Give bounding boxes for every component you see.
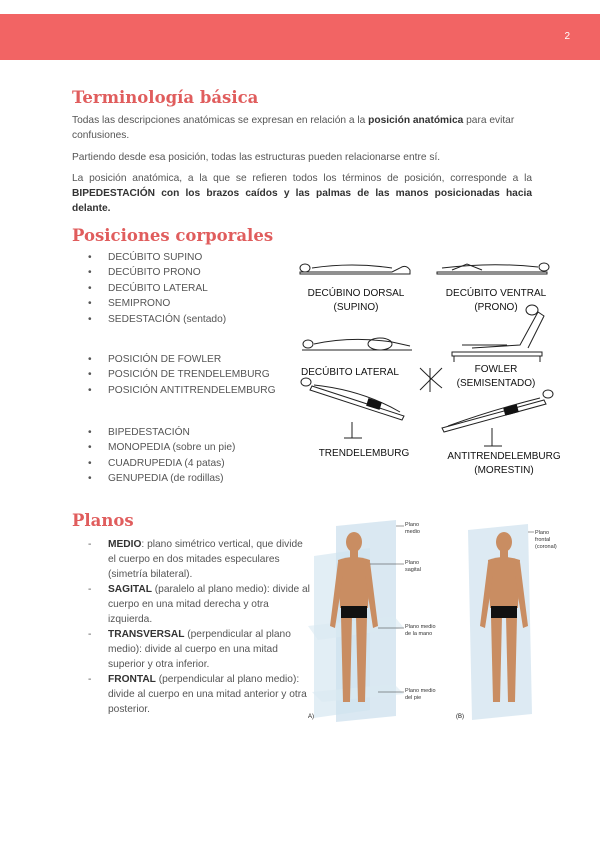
list-item-transversal: - TRANSVERSAL (perpendicular al plano medio): divide al cuerpo en una mitad superior y otra inferior. — [72, 627, 310, 672]
planes-figure-b — [456, 524, 532, 720]
label-morestin: (MORESTIN) — [474, 465, 534, 476]
prone-figure — [437, 263, 549, 274]
page-header-bar — [0, 14, 600, 60]
section-title-terminologia: Terminología básica — [72, 88, 259, 107]
list-item-sagital: - SAGITAL (paralelo al plano medio): divide al cuerpo en una mitad derecha y otra izquierda. — [72, 582, 310, 627]
supine-figure — [300, 264, 410, 274]
label-decubito-lateral: DECÚBITO LATERAL — [301, 367, 399, 378]
label-semisentado: (SEMISENTADO) — [456, 378, 536, 389]
label-plano-sagital-1: Plano — [405, 560, 420, 566]
list-item: • GENUPEDIA (de rodillas) — [72, 471, 292, 486]
label-plano-sagital-2: sagital — [405, 567, 421, 573]
label-fowler: FOWLER — [474, 364, 518, 375]
list-item: • POSICIÓN DE FOWLER — [72, 352, 292, 367]
positions-list-3 — [72, 425, 292, 487]
list-item: • BIPEDESTACIÓN — [72, 425, 292, 440]
list-item-medio: - MEDIO: plano simétrico vertical, que divide el cuerpo en dos mitades especulares (simetría bilateral). — [72, 537, 310, 582]
antitrendelenburg-figure — [442, 390, 553, 446]
label-antitrendelemburg: ANTITRENDELEMBURG — [447, 451, 561, 462]
list-item-frontal: - FRONTAL (perpendicular al plano medio): divide al cuerpo en una mitad anterior y otra posterior. — [72, 672, 310, 717]
label-plano-frontal-3: (coronal) — [535, 544, 557, 550]
list-item: • DECÚBITO PRONO — [72, 265, 292, 280]
label-figure-a: A) — [308, 714, 314, 720]
medical-cross-icon — [420, 368, 442, 392]
trendelenburg-figure — [301, 378, 404, 438]
paragraph-anatomical-position: La posición anatómica, a la que se refieren todos los términos de posición, corresponde a la BIPEDESTACIÓN con los brazos caídos y las palmas de las manos posicionadas hacia delante. — [72, 173, 532, 214]
paragraph-relation: Partiendo desde esa posición, todas las estructuras pueden relacionarse entre sí. — [72, 152, 441, 163]
list-item: • POSICIÓN ANTITRENDELEMBURG — [72, 383, 292, 398]
planes-figure-a — [308, 520, 404, 722]
label-plano-frontal-1: Plano — [535, 530, 550, 536]
section-title-planos: Planos — [72, 511, 134, 530]
label-plano-medio-1: Plano — [405, 522, 420, 528]
anatomical-planes-figure — [308, 516, 570, 726]
label-plano-mano-1: Plano medio — [405, 624, 436, 630]
list-item: • SEDESTACIÓN (sentado) — [72, 312, 292, 327]
list-item: • POSICIÓN DE TRENDELEMBURG — [72, 367, 292, 382]
body-positions-figure — [292, 250, 562, 485]
list-item: • SEMIPRONO — [72, 296, 292, 311]
label-plano-frontal-2: frontal — [535, 537, 551, 543]
fowler-figure — [452, 305, 544, 362]
label-decubito-dorsal: DECÚBINO DORSAL — [307, 288, 405, 299]
list-item: • DECÚBITO SUPINO — [72, 250, 292, 265]
positions-list-1 — [72, 250, 292, 327]
paragraph-intro: Todas las descripciones anatómicas se expresan en relación a la posición anatómica para evitar confusiones. — [72, 115, 515, 141]
label-prono: (PRONO) — [474, 302, 518, 313]
label-plano-mano-2: de la mano — [405, 631, 433, 637]
list-item: • DECÚBITO LATERAL — [72, 281, 292, 296]
label-figure-b: (B) — [456, 714, 464, 720]
positions-list-2 — [72, 352, 292, 398]
section-title-posiciones: Posiciones corporales — [72, 226, 274, 245]
label-plano-pie-1: Plano medio — [405, 688, 436, 694]
planes-list — [72, 537, 310, 717]
lateral-figure — [302, 338, 412, 350]
list-item: • MONOPEDIA (sobre un pie) — [72, 440, 292, 455]
label-decubito-ventral: DECÚBITO VENTRAL — [445, 288, 547, 299]
label-trendelemburg: TRENDELEMBURG — [318, 448, 410, 459]
page-number: 2 — [564, 31, 570, 42]
list-item: • CUADRUPEDIA (4 patas) — [72, 456, 292, 471]
label-plano-medio-2: medio — [405, 529, 420, 535]
label-supino: (SUPINO) — [333, 302, 379, 313]
label-plano-pie-2: del pie — [405, 695, 422, 701]
